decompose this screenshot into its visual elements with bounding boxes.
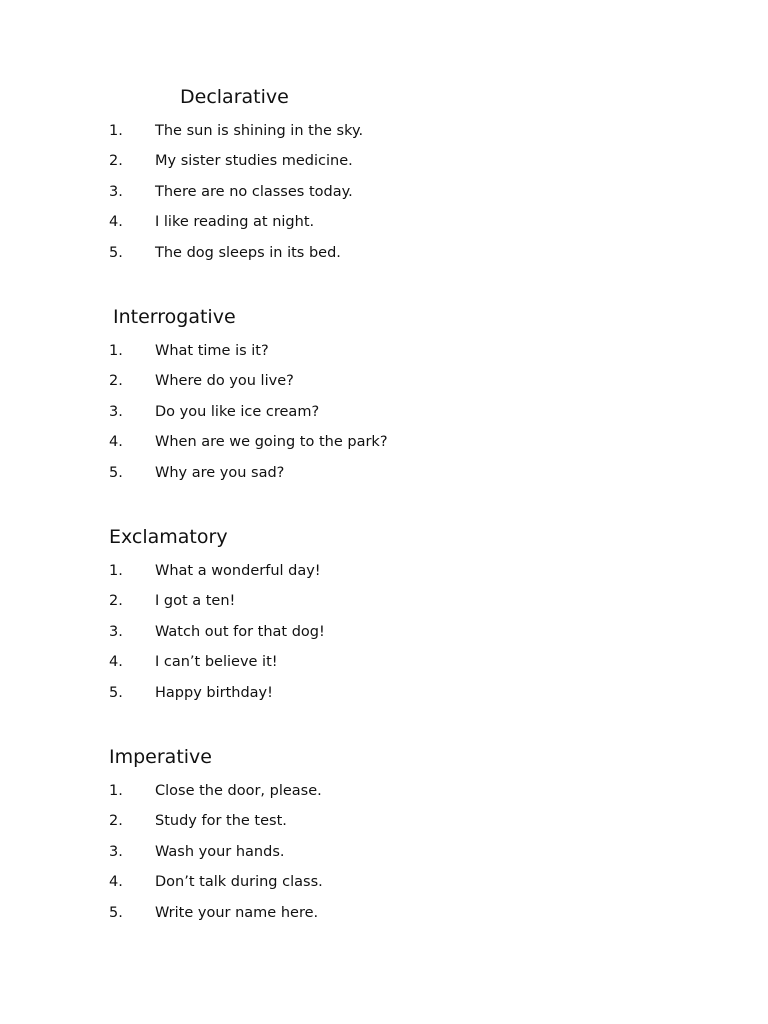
section-heading: Interrogative — [113, 306, 236, 328]
section-heading: Imperative — [109, 746, 212, 768]
item-text: The dog sleeps in its bed. — [155, 245, 341, 261]
list-item — [0, 402, 768, 422]
item-text: Wash your hands. — [155, 844, 285, 860]
item-number: 3. — [109, 404, 123, 420]
item-number: 2. — [109, 153, 123, 169]
item-text: I like reading at night. — [155, 214, 315, 230]
item-text: Do you like ice cream? — [155, 404, 320, 420]
section-heading: Exclamatory — [109, 526, 228, 548]
item-number: 4. — [109, 214, 123, 230]
item-text: Don’t talk during class. — [155, 874, 323, 890]
list-item — [0, 781, 768, 801]
item-number: 4. — [109, 654, 123, 670]
list-item — [0, 652, 768, 672]
list-item — [0, 811, 768, 831]
list-item — [0, 591, 768, 611]
item-number: 5. — [109, 905, 123, 921]
item-text: Write your name here. — [155, 905, 319, 921]
item-number: 1. — [109, 783, 123, 799]
item-number: 5. — [109, 465, 123, 481]
list-item — [0, 432, 768, 452]
item-number: 2. — [109, 593, 123, 609]
item-text: What a wonderful day! — [155, 563, 321, 579]
list-item — [0, 182, 768, 202]
section-heading: Declarative — [180, 86, 289, 108]
list-item — [0, 872, 768, 892]
item-text: Where do you live? — [155, 373, 294, 389]
item-number: 5. — [109, 685, 123, 701]
item-number: 1. — [109, 563, 123, 579]
item-text: My sister studies medicine. — [155, 153, 353, 169]
item-number: 4. — [109, 434, 123, 450]
item-number: 2. — [109, 813, 123, 829]
item-text: The sun is shining in the sky. — [155, 123, 364, 139]
list-item — [0, 151, 768, 171]
list-item — [0, 903, 768, 923]
item-number: 5. — [109, 245, 123, 261]
list-item — [0, 212, 768, 232]
list-item — [0, 243, 768, 263]
list-item — [0, 341, 768, 361]
list-item — [0, 683, 768, 703]
item-number: 3. — [109, 184, 123, 200]
item-text: I got a ten! — [155, 593, 236, 609]
item-number: 1. — [109, 123, 123, 139]
list-item — [0, 561, 768, 581]
item-number: 4. — [109, 874, 123, 890]
item-text: Happy birthday! — [155, 685, 273, 701]
item-text: I can’t believe it! — [155, 654, 278, 670]
item-text: What time is it? — [155, 343, 269, 359]
item-text: Study for the test. — [155, 813, 287, 829]
item-number: 3. — [109, 844, 123, 860]
list-item — [0, 842, 768, 862]
item-text: When are we going to the park? — [155, 434, 388, 450]
item-text: Why are you sad? — [155, 465, 285, 481]
item-number: 2. — [109, 373, 123, 389]
list-item — [0, 463, 768, 483]
list-item — [0, 121, 768, 141]
item-text: Watch out for that dog! — [155, 624, 325, 640]
item-text: Close the door, please. — [155, 783, 322, 799]
item-text: There are no classes today. — [155, 184, 353, 200]
list-item — [0, 371, 768, 391]
item-number: 1. — [109, 343, 123, 359]
item-number: 3. — [109, 624, 123, 640]
list-item — [0, 622, 768, 642]
